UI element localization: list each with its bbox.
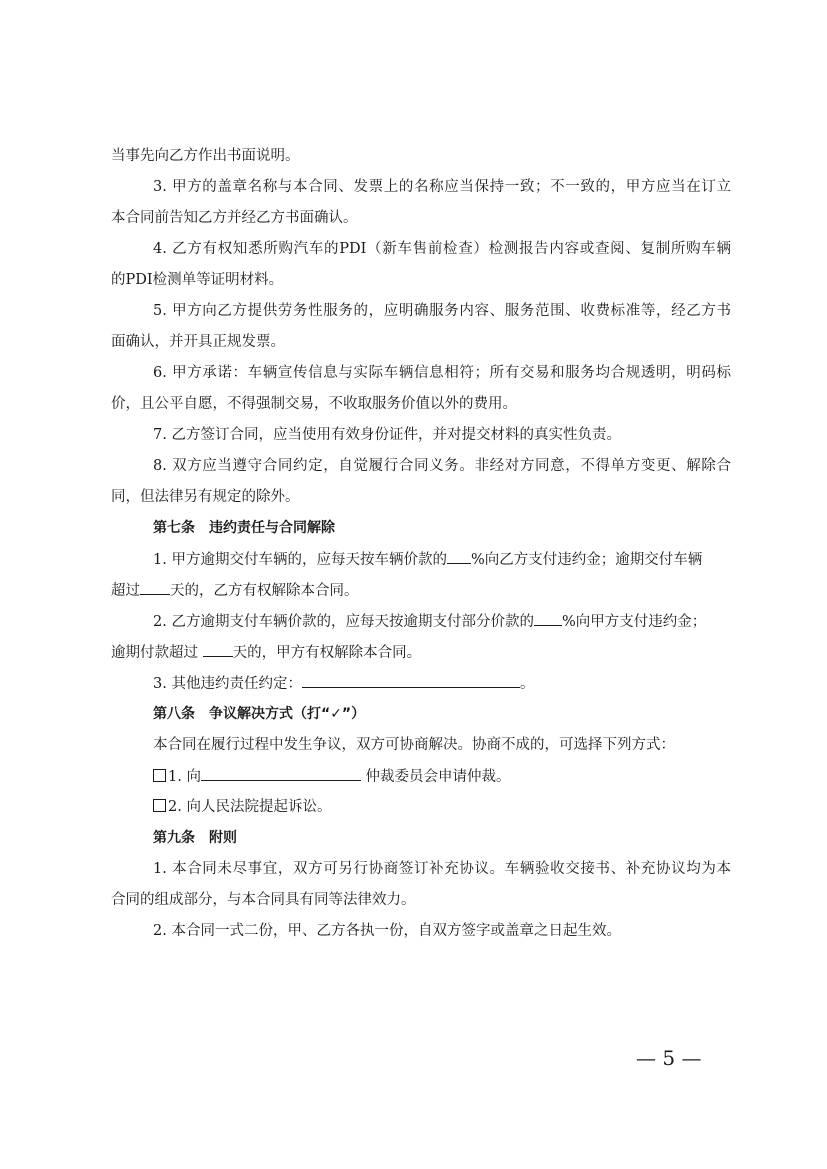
litigation-checkbox[interactable] xyxy=(153,799,166,812)
other-liability-blank[interactable] xyxy=(302,673,520,688)
clause-3-line-2: 本合同前告知乙方并经乙方书面确认。 xyxy=(111,210,358,226)
text: 3. 其他违约责任约定： xyxy=(153,676,302,692)
article-9-heading: 第九条 附则 xyxy=(153,830,237,846)
clause-3-line-1: 3. 甲方的盖章名称与本合同、发票上的名称应当保持一致；不一致的，甲方应当在订立 xyxy=(153,179,731,195)
clause-6-line-2: 价，且公平自愿，不得强制交易，不收取服务价值以外的费用。 xyxy=(111,396,517,412)
text: 天的，甲方有权解除本合同。 xyxy=(232,645,422,661)
overdue-days-blank[interactable] xyxy=(140,580,170,595)
clause-7-line: 7. 乙方签订合同，应当使用有效身份证件，并对提交材料的真实性负责。 xyxy=(153,427,621,443)
text: 天的，乙方有权解除本合同。 xyxy=(170,583,359,599)
article-8-option-2 xyxy=(153,797,731,817)
payment-overdue-days-blank[interactable] xyxy=(203,642,233,657)
article-7-clause-2-line-2 xyxy=(111,642,731,662)
arbitration-checkbox[interactable] xyxy=(153,769,166,782)
text: %向甲方支付违约金； xyxy=(561,614,707,630)
clause-4-line-2: 的PDI检测单等证明材料。 xyxy=(111,272,284,288)
article-9-clause-2: 2. 本合同一式二份，甲、乙方各执一份，自双方签字或盖章之日起生效。 xyxy=(153,923,621,939)
penalty-rate-blank[interactable] xyxy=(447,549,471,564)
text: 2. 乙方逾期支付车辆价款的，应每天按逾期支付部分价款的 xyxy=(153,614,534,630)
text-line: 当事先向乙方作出书面说明。 xyxy=(111,148,300,164)
article-9-clause-1-line-2: 合同的组成部分，与本合同具有同等法律效力。 xyxy=(111,892,416,908)
article-8-intro: 本合同在履行过程中发生争议，双方可协商解决。协商不成的，可选择下列方式： xyxy=(153,737,675,753)
article-7-clause-2-line-1 xyxy=(153,611,731,631)
text: 超过 xyxy=(111,583,140,599)
article-8-heading: 第八条 争议解决方式（打“✓”） xyxy=(153,706,366,722)
article-7-clause-1-line-1 xyxy=(153,549,731,569)
text: 1. 甲方逾期交付车辆的，应每天按车辆价款的 xyxy=(153,552,447,568)
text: %向乙方支付违约金；逾期交付车辆 xyxy=(470,552,703,568)
clause-6-line-1: 6. 甲方承诺：车辆宣传信息与实际车辆信息相符；所有交易和服务均合规透明，明码标 xyxy=(153,365,731,381)
article-9-clause-1-line-1: 1. 本合同未尽事宜，双方可另行协商签订补充协议。车辆验收交接书、补充协议均为本 xyxy=(153,861,731,877)
clause-5-line-1: 5. 甲方向乙方提供劳务性服务的，应明确服务内容、服务范围、收费标准等，经乙方书 xyxy=(153,303,731,319)
text: 。 xyxy=(519,676,535,692)
article-8-option-1 xyxy=(153,766,731,786)
clause-4-line-1: 4. 乙方有权知悉所购汽车的PDI（新车售前检查）检测报告内容或查阅、复制所购车辆 xyxy=(153,241,731,257)
clause-8-line-1: 8. 双方应当遵守合同约定，自觉履行合同义务。非经对方同意，不得单方变更、解除合 xyxy=(153,458,731,474)
page-number: — 5 — xyxy=(636,1046,702,1070)
arbitration-committee-blank[interactable] xyxy=(201,766,361,781)
article-7-clause-3 xyxy=(153,673,731,693)
article-7-clause-1-line-2 xyxy=(111,580,731,600)
payment-penalty-rate-blank[interactable] xyxy=(534,611,562,626)
text: 1. 向 xyxy=(168,769,201,785)
text: 仲裁委员会申请仲裁。 xyxy=(360,769,511,785)
clause-5-line-2: 面确认，并开具正规发票。 xyxy=(111,334,285,350)
text: 逾期付款超过 xyxy=(111,645,203,661)
article-7-heading: 第七条 违约责任与合同解除 xyxy=(153,520,335,536)
clause-8-line-2: 同，但法律另有规定的除外。 xyxy=(111,489,300,505)
text: 2. 向人民法院提起诉讼。 xyxy=(168,799,332,815)
